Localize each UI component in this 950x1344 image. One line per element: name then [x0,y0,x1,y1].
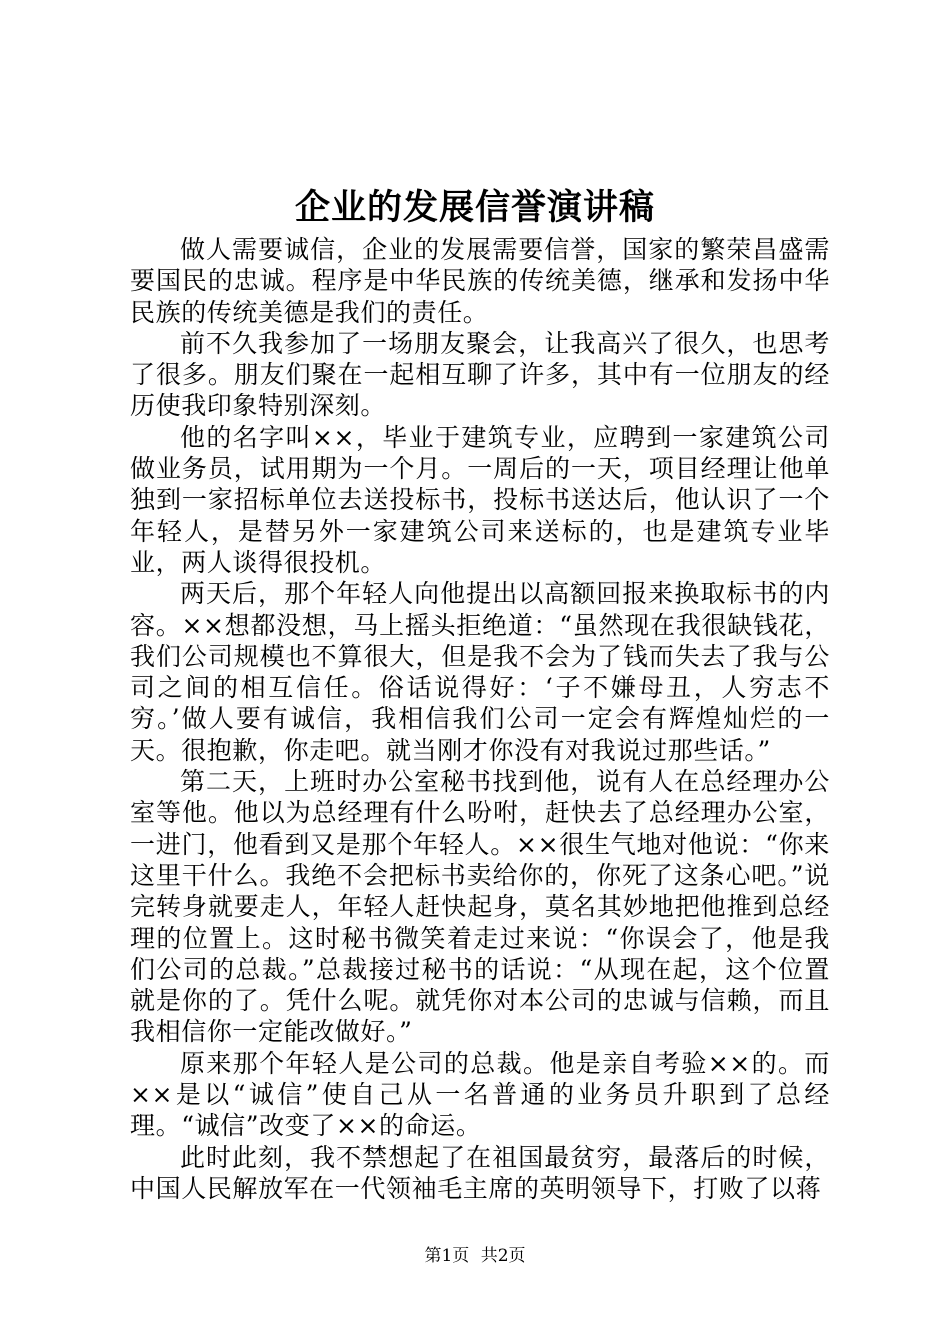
paragraph-2: 前不久我参加了一场朋友聚会，让我高兴了很久，也思考了很多。朋友们聚在一起相互聊了许多，其中有一位朋友的经历使我印象特别深刻。 [130,328,830,421]
paragraph-7: 此时此刻，我不禁想起了在祖国最贫穷，最落后的时候，中国人民解放军在一代领袖毛主席的英明领导下，打败了以蒋 [130,1142,830,1203]
paragraph-6: 原来那个年轻人是公司的总裁。他是亲自考验××的。而××是以“诚信”使自己从一名普通的业务员升职到了总经理。“诚信”改变了××的命运。 [130,1048,830,1141]
document-title: 企业的发展信誉演讲稿 [294,187,655,228]
document-body [130,234,830,1204]
paragraph-5: 第二天，上班时办公室秘书找到他，说有人在总经理办公室等他。他以为总经理有什么吩咐，赶快去了总经理办公室，一进门，他看到又是那个年轻人。××很生气地对他说：“你来这里干什么。我绝不会把标书卖给你的，你死了这条心吧。”说完转身就要走人，年轻人赶快起身，莫名其妙地把他推到总经理的位置上。这时秘书微笑着走过来说：“你误会了，他是我们公司的总裁。”总裁接过秘书的话说：“从现在起，这个位置就是你的了。凭什么呢。就凭你对本公司的忠诚与信赖，而且我相信你一定能改做好。” [130,767,830,1047]
page-number-current: 第1页 [424,1246,470,1266]
page-number-total: 共2页 [480,1246,526,1266]
paragraph-1: 做人需要诚信，企业的发展需要信誉，国家的繁荣昌盛需要国民的忠诚。程序是中华民族的传统美德，继承和发扬中华民族的传统美德是我们的责任。 [130,235,830,327]
paragraph-3: 他的名字叫××，毕业于建筑专业，应聘到一家建筑公司做业务员，试用期为一个月。一周后的一天，项目经理让他单独到一家招标单位去送投标书，投标书送达后，他认识了一个年轻人，是替另外一家建筑公司来送标的，也是建筑专业毕业，两人谈得很投机。 [130,422,830,577]
page-footer [0,1244,950,1268]
paragraph-4: 两天后，那个年轻人向他提出以高额回报来换取标书的内容。××想都没想，马上摇头拒绝道：“虽然现在我很缺钱花，我们公司规模也不算很大，但是我不会为了钱而失去了我与公司之间的相互信任。俗话说得好：‘子不嫌母丑，人穷志不穷。’做人要有诚信，我相信我们公司一定会有辉煌灿烂的一天。很抱歉，你走吧。就当刚才你没有对我说过那些话。” [130,579,830,765]
